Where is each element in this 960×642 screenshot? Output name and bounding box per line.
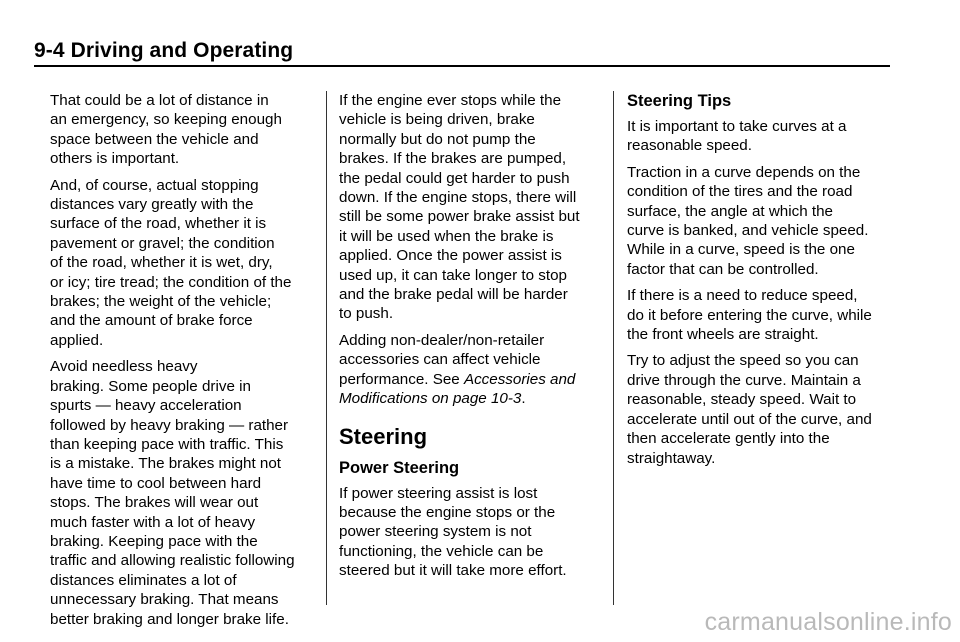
text-column-2 [339, 91, 601, 588]
paragraph-stopping-distances: And, of course, actual stopping distances vary greatly with the surface of the road, whether it is pavement or gravel; the condition of the road, whether it is wet, dry, or icy; tire tread; the condition of the brakes; the weight of the vehicle; and the amount of brake force applied. [50, 176, 292, 349]
paragraph-engine-stops: If the engine ever stops while the vehicle is being driven, brake normally but do not pump the brakes. If the brakes are pumped, the pedal could get harder to push down. If the engine stops, there will still be some power brake assist but it will be used when the brake is applied. Once the power assist is used up, it can take longer to stop and the brake pedal will be harder to push. [339, 92, 580, 323]
text-column-1 [50, 91, 322, 636]
paragraph-accessories [339, 331, 601, 409]
column-divider-1 [326, 91, 327, 605]
paragraph-heavy-braking: Avoid needless heavy braking. Some people drive in spurts — heavy acceleration followed by heavy braking — rather than keeping pace with traffic. This is a mistake. The brakes might not have time to cool between hard stops. The brakes will wear out much faster with a lot of heavy braking. Keeping pace with the traffic and allowing realistic following distances eliminates a lot of unnecessary braking. That means better braking and longer brake life. [50, 358, 295, 628]
header-rule [34, 65, 890, 67]
paragraph-power-steering: If power steering assist is lost because the engine stops or the power steering system is not functioning, the vehicle can be steered but it will take more effort. [339, 484, 567, 580]
page-title: 9-4 Driving and Operating [34, 39, 294, 62]
column-divider-2 [613, 91, 614, 605]
paragraph-distance: That could be a lot of distance in an emergency, so keeping enough space between the vehicle and others is important. [50, 92, 282, 168]
page-header [34, 38, 890, 68]
paragraph-reduce-speed: If there is a need to reduce speed, do it before entering the curve, while the front wheels are straight. [627, 287, 872, 344]
text-column-3 [627, 91, 892, 475]
accessories-reference-link[interactable]: Accessories and Modifications on page 10-3 [339, 370, 576, 408]
paragraph-curves-speed: It is important to take curves at a reasonable speed. [627, 118, 847, 155]
accessories-period: . [521, 390, 526, 408]
subsection-title-steering-tips: Steering Tips [627, 92, 732, 110]
subsection-title-power-steering: Power Steering [339, 458, 460, 477]
paragraph-traction: Traction in a curve depends on the condition of the tires and the road surface, the angle at which the curve is banked, and vehicle speed. While in a curve, speed is the one factor that can be controlled. [627, 163, 869, 278]
watermark: carmanualsonline.info [704, 608, 952, 636]
section-title-steering: Steering [339, 423, 428, 449]
paragraph-adjust-speed: Try to adjust the speed so you can drive through the curve. Maintain a reasonable, steady speed. Wait to accelerate until out of the curve, and then accelerate gently into the straightaway. [627, 352, 872, 467]
accessories-text: Adding non-dealer/non-retailer accessories can affect vehicle performance. See [339, 331, 545, 388]
